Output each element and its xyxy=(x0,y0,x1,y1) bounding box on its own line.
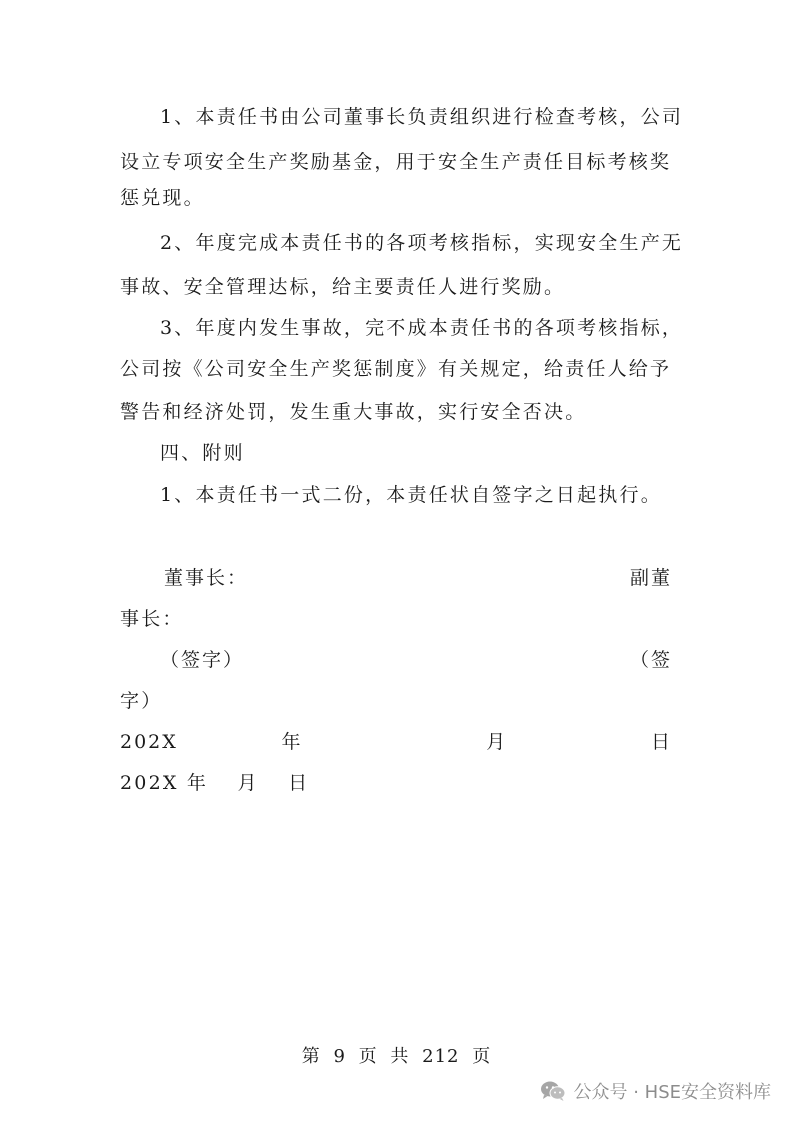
footer-gong: 共 xyxy=(390,1046,410,1067)
watermark xyxy=(540,1078,772,1104)
sign-right-cont: 字） xyxy=(120,690,163,712)
paragraph-line: 警告和经济处罚，发生重大事故，实行安全否决。 xyxy=(120,401,587,423)
footer-total-pages: 212 xyxy=(422,1046,460,1067)
vice-chairman-label-cont: 事长： xyxy=(120,608,184,630)
section-heading: 四、附则 xyxy=(160,442,245,464)
footer-di: 第 xyxy=(301,1046,321,1067)
paragraph-line: 事故、安全管理达标，给主要责任人进行奖励。 xyxy=(120,276,566,298)
paragraph-line: 2、年度完成本责任书的各项考核指标，实现安全生产无 xyxy=(160,232,684,254)
paragraph-line: 1、本责任书由公司董事长负责组织进行检查考核，公司 xyxy=(160,106,684,128)
date-yue: 月 xyxy=(486,731,508,753)
signature-row xyxy=(120,566,672,590)
sign-left: （签字） xyxy=(160,649,245,671)
footer-page-number: 9 xyxy=(333,1046,346,1067)
sign-row xyxy=(120,648,672,672)
wechat-icon xyxy=(540,1080,566,1102)
paragraph-line: 惩兑现。 xyxy=(120,187,205,209)
paragraph-line: 设立专项安全生产奖励基金，用于安全生产责任目标考核奖 xyxy=(120,151,672,173)
footer-ye2: 页 xyxy=(472,1046,492,1067)
paragraph-line: 1、本责任书一式二份，本责任状自签字之日起执行。 xyxy=(160,484,662,506)
date-ri: 日 xyxy=(650,731,672,753)
date-year: 202X xyxy=(120,731,178,753)
vice-chairman-label: 副董 xyxy=(629,567,672,589)
watermark-text: 公众号 · HSE安全资料库 xyxy=(573,1082,771,1103)
paragraph-line: 公司按《公司安全生产奖惩制度》有关规定，给责任人给予 xyxy=(120,358,672,380)
date-second: 202X 年 月 日 xyxy=(120,772,310,794)
date-nian: 年 xyxy=(281,731,303,753)
date-row xyxy=(120,730,672,754)
sign-right: （签 xyxy=(629,649,672,671)
page-footer xyxy=(0,1042,793,1068)
footer-ye: 页 xyxy=(358,1046,378,1067)
chairman-label: 董事长： xyxy=(164,567,249,589)
paragraph-line: 3、年度内发生事故，完不成本责任书的各项考核指标， xyxy=(160,317,684,339)
